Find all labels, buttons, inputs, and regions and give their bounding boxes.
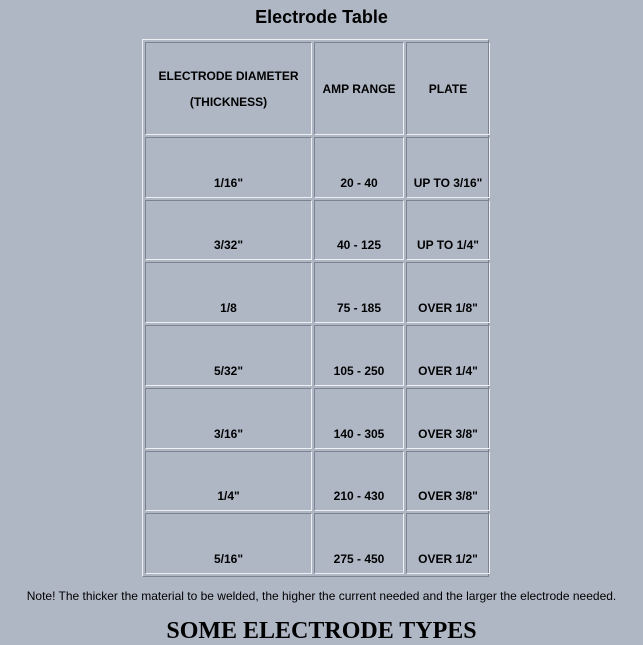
cell-plate: OVER 3/8" [406,388,490,449]
table-row [145,325,490,386]
electrode-table-frame [142,39,489,577]
cell-plate: UP TO 1/4" [406,200,490,261]
cell-amp-range: 20 - 40 [314,137,404,198]
cell-plate: OVER 1/2" [406,513,490,574]
table-header-row [145,42,490,135]
header-amp-range: AMP RANGE [314,42,404,135]
cell-diameter: 5/16" [145,513,312,574]
note-text: Note! The thicker the material to be welded, the higher the current needed and the larger the electrode needed. [26,589,617,603]
table-row [145,451,490,512]
cell-plate: OVER 1/8" [406,262,490,323]
header-plate: PLATE [406,42,490,135]
cell-plate: OVER 1/4" [406,325,490,386]
table-row [145,513,490,574]
cell-amp-range: 275 - 450 [314,513,404,574]
header-diameter-line2: (THICKNESS) [189,94,268,109]
cell-diameter: 3/16" [145,388,312,449]
cell-plate: OVER 3/8" [406,451,490,512]
section-heading-electrode-types: SOME ELECTRODE TYPES [166,618,477,644]
table-row [145,200,490,261]
table-row [145,262,490,323]
table-row [145,137,490,198]
header-electrode-diameter [145,42,312,135]
cell-plate: UP TO 3/16" [406,137,490,198]
cell-amp-range: 75 - 185 [314,262,404,323]
cell-amp-range: 40 - 125 [314,200,404,261]
cell-amp-range: 210 - 430 [314,451,404,512]
cell-diameter: 1/8 [145,262,312,323]
cell-amp-range: 140 - 305 [314,388,404,449]
cell-diameter: 5/32" [145,325,312,386]
electrode-table [143,40,492,576]
cell-diameter: 3/32" [145,200,312,261]
cell-diameter: 1/16" [145,137,312,198]
cell-diameter: 1/4" [145,451,312,512]
page-title: Electrode Table [255,7,388,27]
header-diameter-line1: ELECTRODE DIAMETER [158,68,299,83]
cell-amp-range: 105 - 250 [314,325,404,386]
table-row [145,388,490,449]
